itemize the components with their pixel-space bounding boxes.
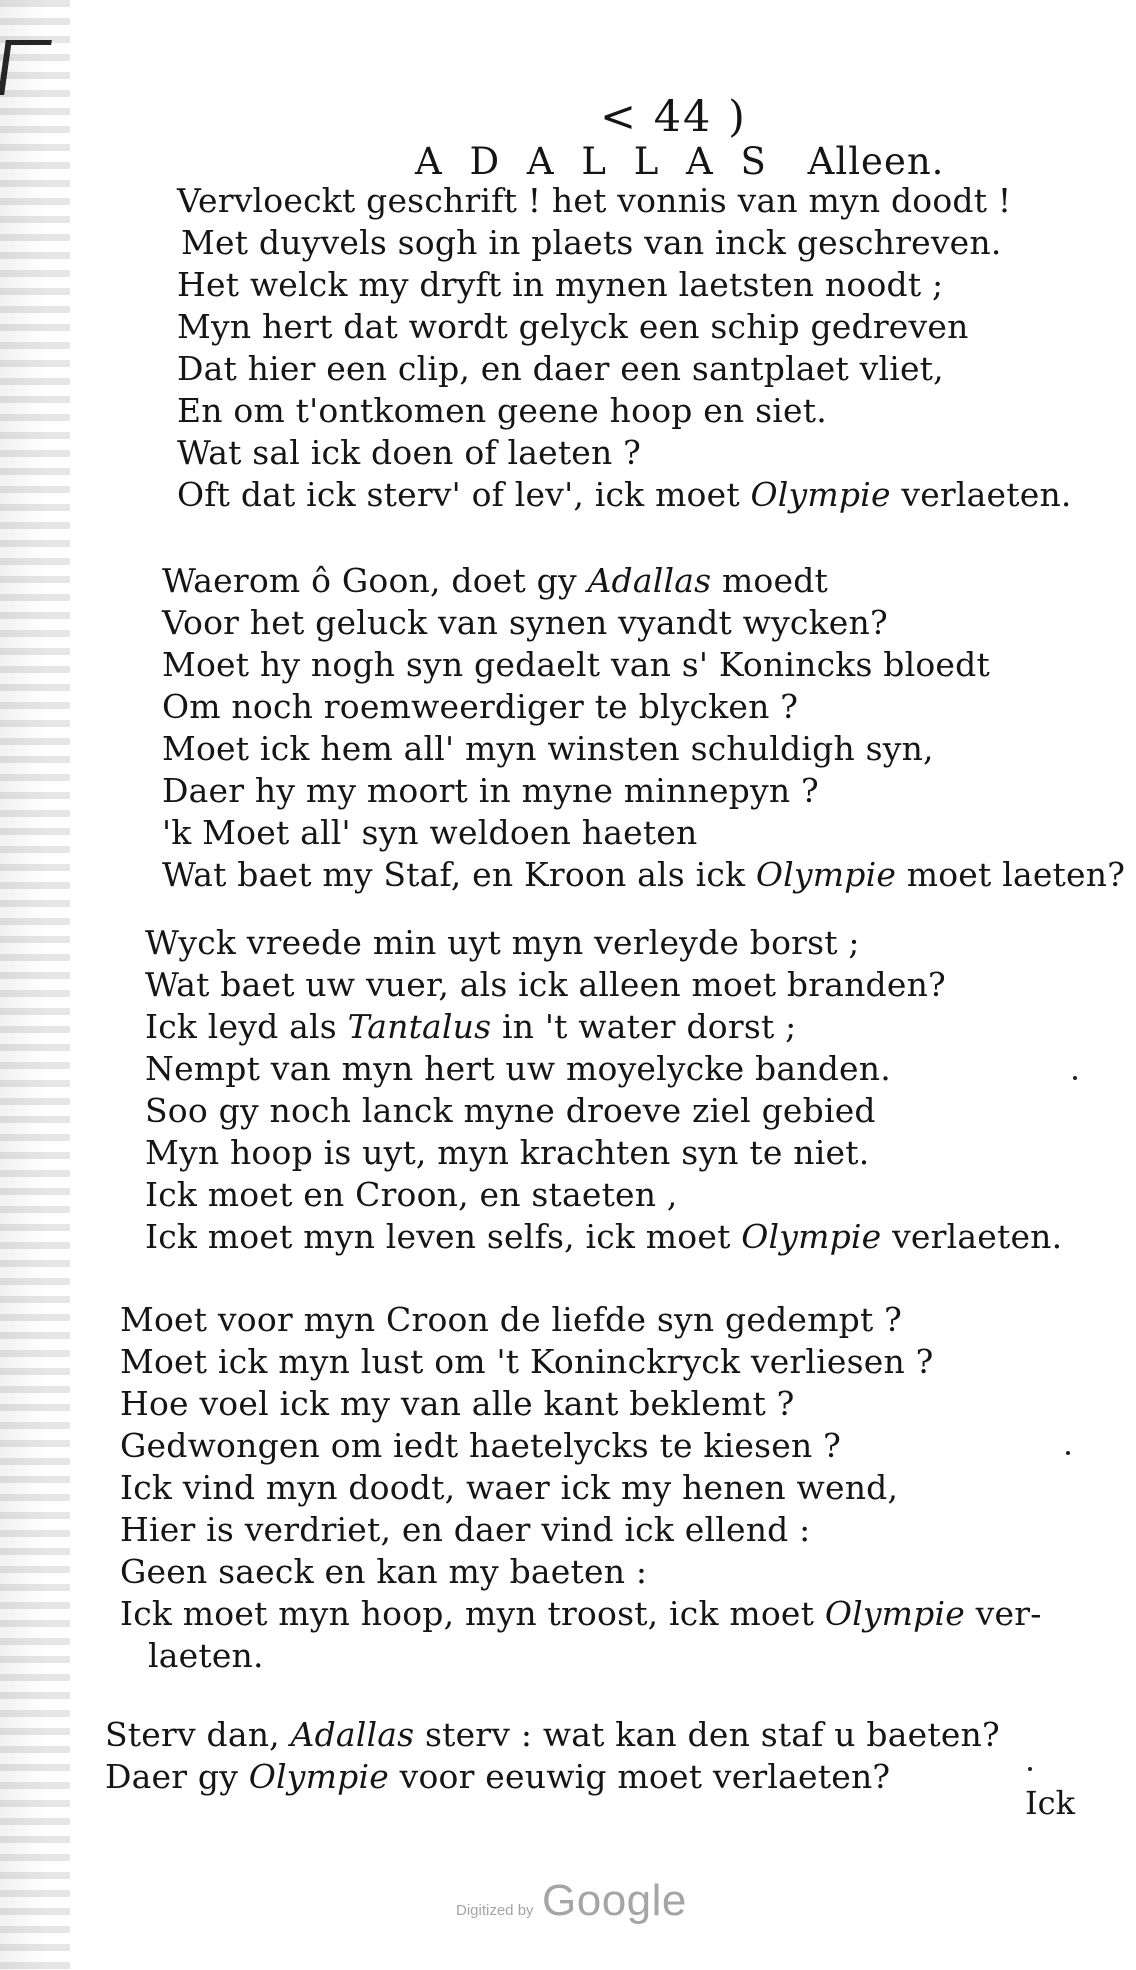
poem-line-continuation: laeten.	[148, 1636, 264, 1675]
poem-line: Sterv dan, Adallas sterv : wat kan den staf u baeten?	[105, 1715, 1000, 1754]
paper-speck	[1073, 1076, 1077, 1080]
poem-line: Geen saeck en kan my baeten :	[120, 1552, 648, 1591]
poem-line: Myn hoop is uyt, myn krachten syn te niet.	[145, 1133, 870, 1172]
poem-line: Vervloeckt geschrift ! het vonnis van myn doodt !	[177, 181, 1012, 220]
poem-line: 'k Moet all' syn weldoen haeten	[162, 813, 698, 852]
poem-line: Ick moet myn hoop, myn troost, ick moet Olympie ver-	[120, 1594, 1042, 1633]
poem-line: Oft dat ick sterv' of lev', ick moet Olympie verlaeten.	[177, 475, 1072, 514]
stanza-3	[145, 922, 1125, 1258]
google-logo-text: Google	[542, 1876, 687, 1925]
poem-line: Moet ick myn lust om 't Koninckryck verliesen ?	[120, 1342, 934, 1381]
poem-line: Daer hy my moort in myne minnepyn ?	[162, 771, 819, 810]
binding-edge-mark	[0, 40, 52, 95]
poem-line: Wat sal ick doen of laeten ?	[177, 433, 642, 472]
poem-line: Het welck my dryft in mynen laetsten noodt ;	[177, 265, 944, 304]
stanza-4	[120, 1299, 1100, 1677]
paper-speck	[1028, 1767, 1032, 1771]
poem-line: Hoe voel ick my van alle kant beklemt ?	[120, 1384, 795, 1423]
poem-line: Ick leyd als Tantalus in 't water dorst ;	[145, 1007, 797, 1046]
google-digitized-watermark	[456, 1876, 687, 1926]
poem-line: Met duyvels sogh in plaets van inck geschreven.	[181, 223, 1002, 262]
poem-line: Myn hert dat wordt gelyck een schip gedreven	[177, 307, 969, 346]
poem-line: Daer gy Olympie voor eeuwig moet verlaeten?	[105, 1757, 891, 1796]
speaker-name: A D A L L A S	[415, 140, 774, 183]
poem-line: Wat baet uw vuer, als ick alleen moet branden?	[145, 965, 946, 1004]
page-number: < 44 )	[600, 92, 747, 142]
poem-line: En om t'ontkomen geene hoop en siet.	[177, 391, 827, 430]
speaker-stage-note: Alleen.	[807, 140, 945, 183]
poem-line: Wyck vreede min uyt myn verleyde borst ;	[145, 923, 860, 962]
poem-line: Moet voor myn Croon de liefde syn gedempt ?	[120, 1300, 902, 1339]
paper-speck	[1066, 1451, 1070, 1455]
poem-line: Om noch roemweerdiger te blycken ?	[162, 687, 799, 726]
poem-line: Dat hier een clip, en daer een santplaet vliet,	[177, 349, 944, 388]
poem-line: Moet hy nogh syn gedaelt van s' Konincks bloedt	[162, 645, 990, 684]
speaker-heading	[415, 140, 944, 183]
poem-line: Soo gy noch lanck myne droeve ziel gebied	[145, 1091, 876, 1130]
digitized-by-label: Digitized by	[456, 1902, 534, 1919]
poem-line: Hier is verdriet, en daer vind ick ellend :	[120, 1510, 811, 1549]
stanza-2	[162, 560, 1136, 896]
poem-line: Nempt van myn hert uw moyelycke banden.	[145, 1049, 891, 1088]
poem-line: Ick moet en Croon, en staeten ,	[145, 1175, 678, 1214]
poem-line: Moet ick hem all' myn winsten schuldigh syn,	[162, 729, 934, 768]
poem-line: Voor het geluck van synen vyandt wycken?	[162, 603, 888, 642]
poem-line: Waerom ô Goon, doet gy Adallas moedt	[162, 561, 829, 600]
poem-line: Gedwongen om iedt haetelycks te kiesen ?	[120, 1426, 841, 1465]
stanza-5	[105, 1714, 1085, 1798]
stanza-1	[177, 180, 1136, 516]
poem-line: Ick vind myn doodt, waer ick my henen wend,	[120, 1468, 899, 1507]
catchword: Ick	[1025, 1784, 1075, 1822]
poem-line: Ick moet myn leven selfs, ick moet Olympie verlaeten.	[145, 1217, 1063, 1256]
poem-line: Wat baet my Staf, en Kroon als ick Olympie moet laeten?	[162, 855, 1126, 894]
page-gutter-scan-edge	[0, 0, 70, 1970]
